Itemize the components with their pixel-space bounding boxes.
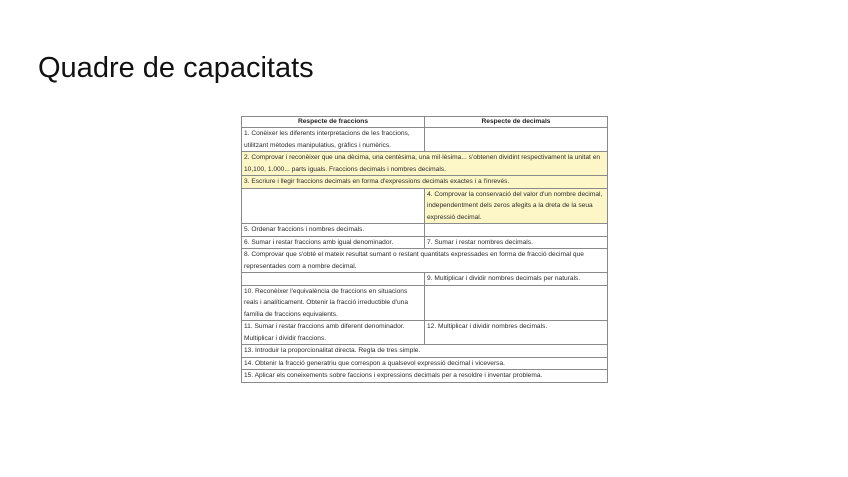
cell-fractions: 5. Ordenar fraccions i nombres decimals. <box>242 224 425 237</box>
table-row <box>242 285 608 321</box>
cell-decimals <box>425 128 608 152</box>
table-row <box>242 188 608 224</box>
header-fractions: Respecte de fraccions <box>242 117 425 128</box>
cell-shared: 3. Escriure i llegir fraccions decimals en forma d'expressions decimals exactes i a l'inrevés. <box>242 176 608 189</box>
cell-fractions: 11. Sumar i restar fraccions amb diferent denominador. Multiplicar i dividir fraccions. <box>242 321 425 345</box>
capacities-table <box>241 116 608 383</box>
cell-shared: 2. Comprovar i reconèixer que una dècima, una centèsima, una mil·lèsima... s'obtenen dividint respectivament la unitat en 10,100, 1.000... parts iguals. Fraccions decimals i nombres decimals. <box>242 152 608 176</box>
slide-title: Quadre de capacitats <box>38 52 314 84</box>
cell-decimals: 7. Sumar i restar nombres decimals. <box>425 236 608 249</box>
table-row <box>242 370 608 383</box>
table-row <box>242 357 608 370</box>
table-row <box>242 236 608 249</box>
cell-decimals <box>425 224 608 237</box>
cell-shared: 15. Aplicar els coneixements sobre faccions i expressions decimals per a resoldre i inventar problema. <box>242 370 608 383</box>
cell-decimals: 4. Comprovar la conservació del valor d'un nombre decimal, independentment dels zeros afegits a la dreta de la seua expressió decimal. <box>425 188 608 224</box>
cell-shared: 8. Comprovar que s'obté el mateix resultat sumant o restant quantitats expressades en forma de fracció decimal que representades com a nombre decimal. <box>242 249 608 273</box>
cell-decimals <box>425 285 608 321</box>
table-row <box>242 152 608 176</box>
header-decimals: Respecte de decimals <box>425 117 608 128</box>
table-row <box>242 224 608 237</box>
table-row <box>242 176 608 189</box>
table-row <box>242 345 608 358</box>
cell-fractions <box>242 273 425 286</box>
table-row <box>242 321 608 345</box>
cell-fractions: 10. Reconèixer l'equivalència de fraccions en situacions reals i analíticament. Obtenir la fracció irreductible d'una família de fraccions equivalents. <box>242 285 425 321</box>
cell-fractions: 1. Conèixer les diferents interpretacions de les fraccions, utilitzant mètodes manipulatius, gràfics i numèrics. <box>242 128 425 152</box>
cell-decimals: 12. Multiplicar i dividir nombres decimals. <box>425 321 608 345</box>
table-header-row <box>242 117 608 128</box>
table-row <box>242 128 608 152</box>
table-row <box>242 273 608 286</box>
cell-fractions: 6. Sumar i restar fraccions amb igual denominador. <box>242 236 425 249</box>
cell-decimals: 9. Multiplicar i dividir nombres decimals per naturals. <box>425 273 608 286</box>
cell-fractions <box>242 188 425 224</box>
cell-shared: 14. Obtenir la fracció generatriu que correspon a qualsevol expressió decimal i viceversa. <box>242 357 608 370</box>
table-row <box>242 249 608 273</box>
cell-shared: 13. Introduir la proporcionalitat directa. Regla de tres simple. <box>242 345 608 358</box>
